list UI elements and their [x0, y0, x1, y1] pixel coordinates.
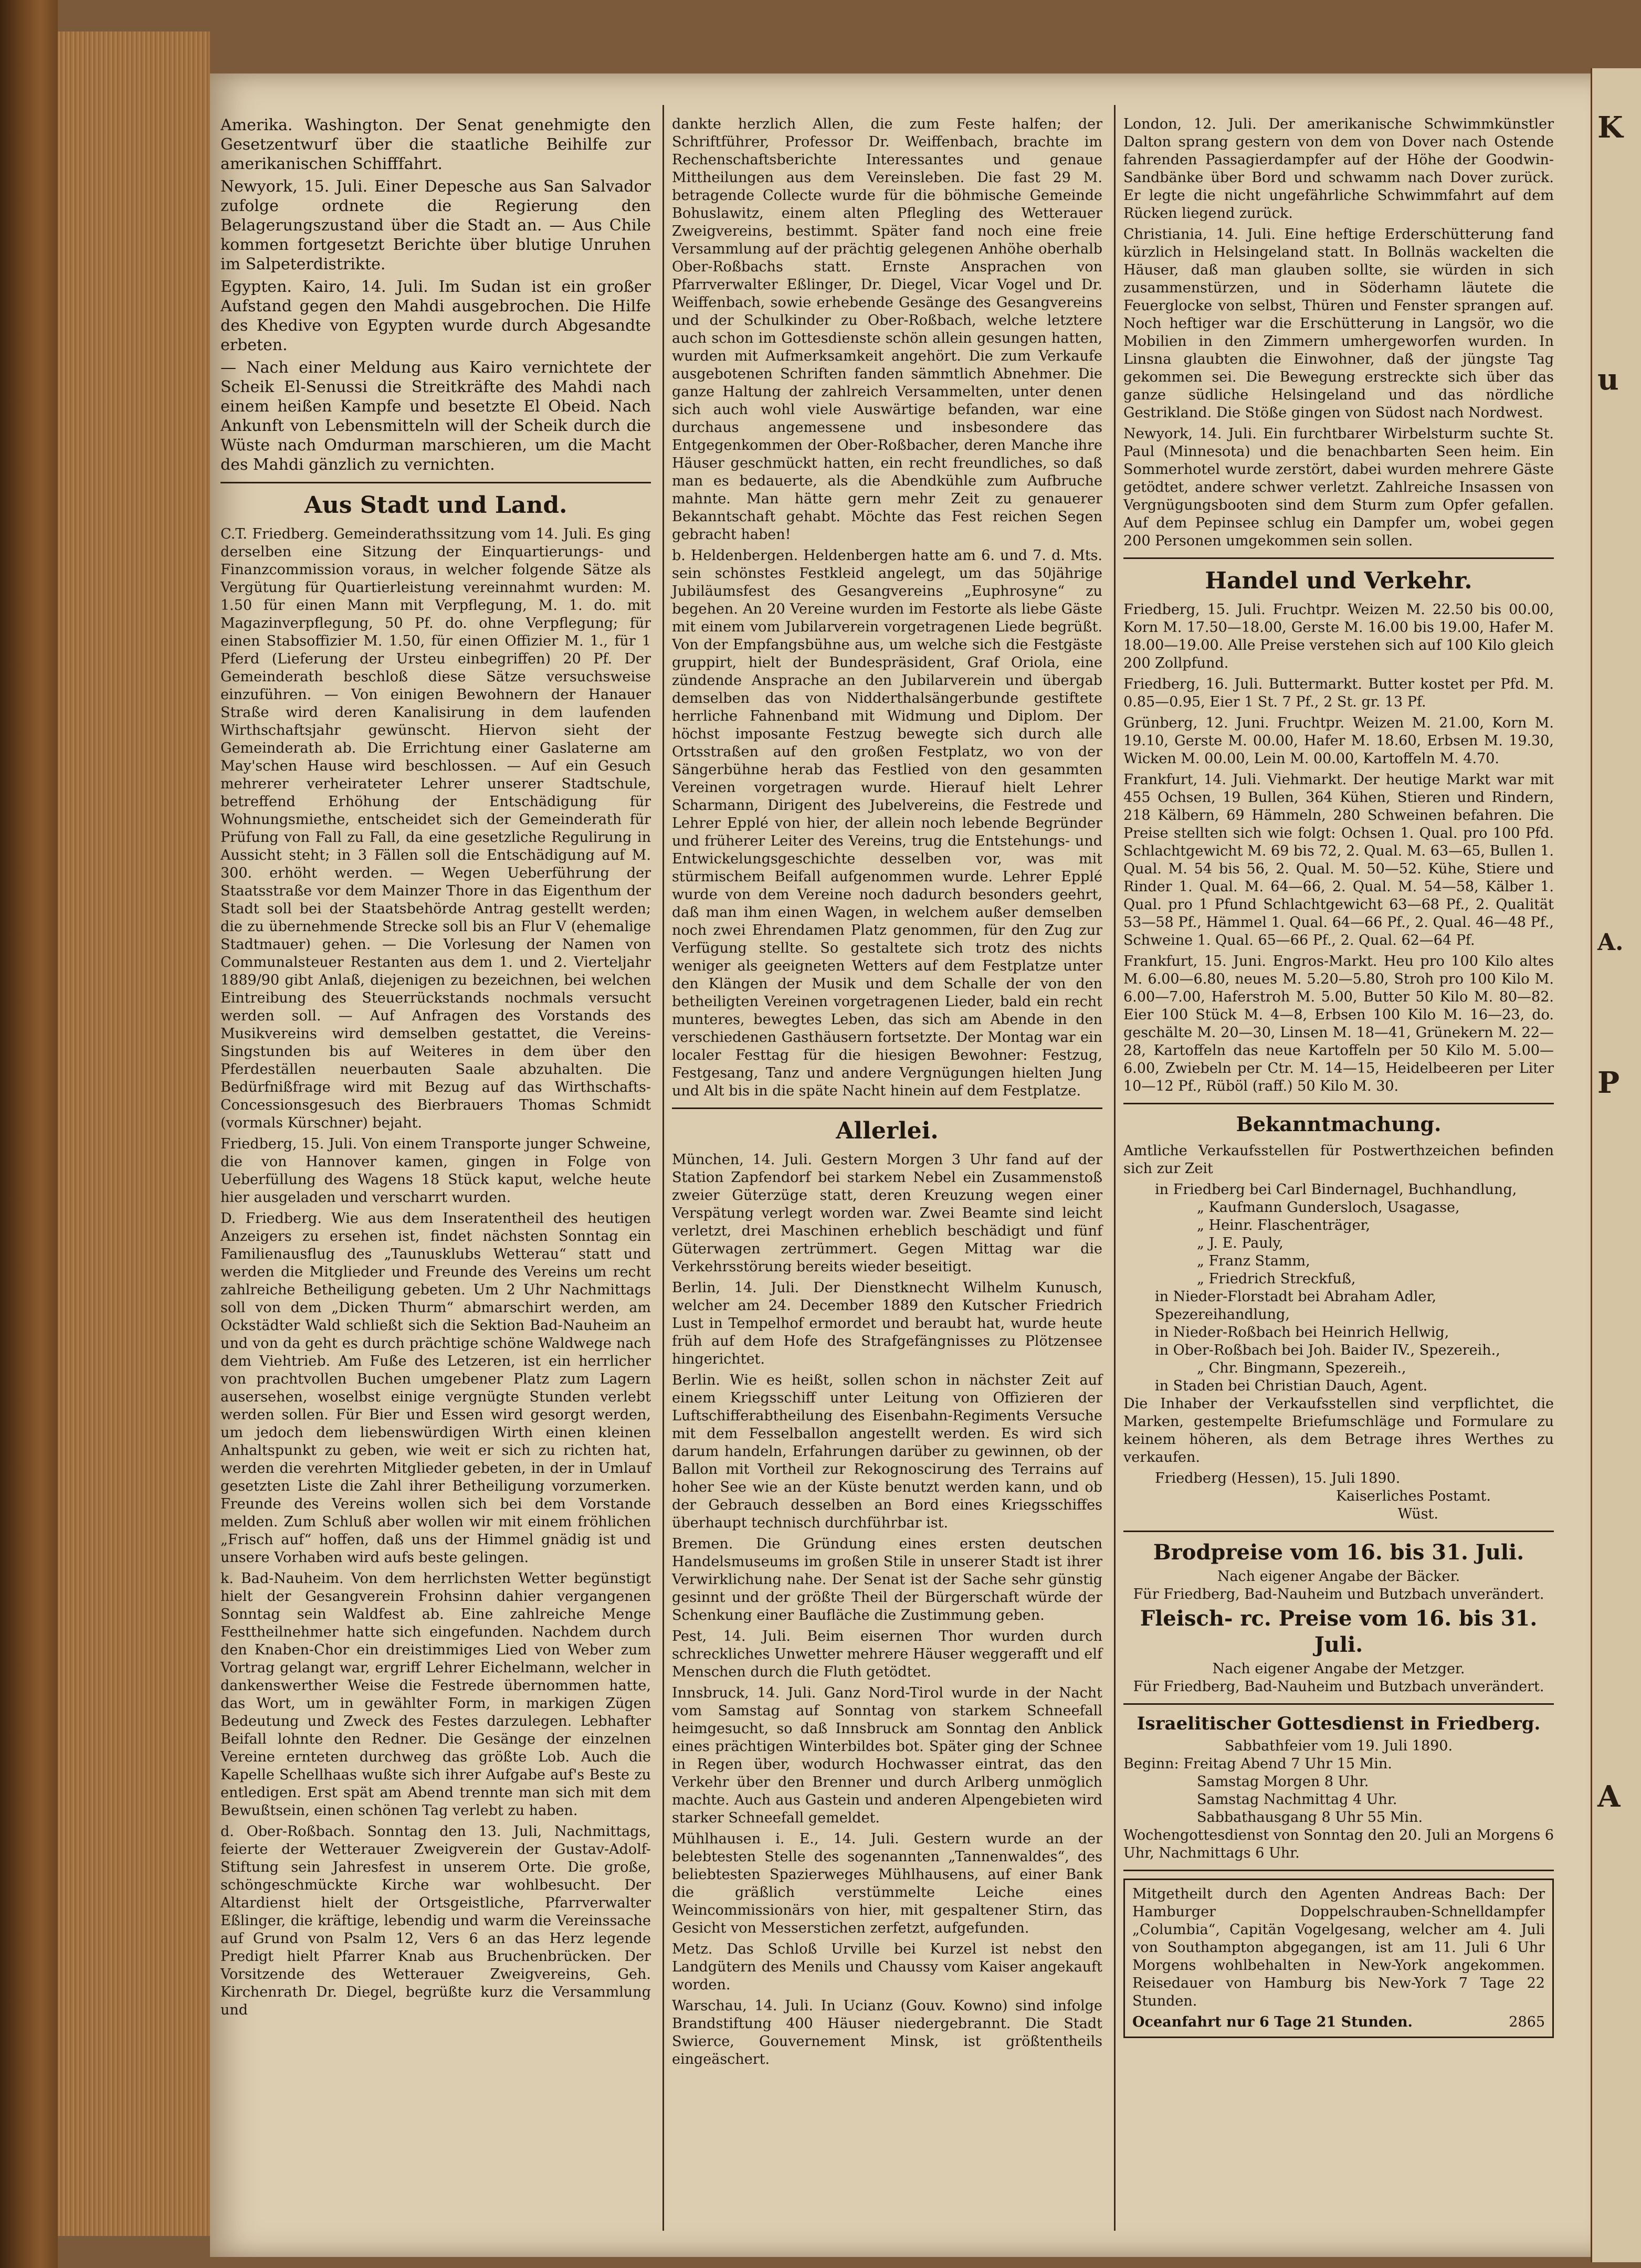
fleischpreise-sub: Nach eigener Angabe der Metzger.: [1212, 1661, 1465, 1677]
section-divider: [1123, 1103, 1554, 1104]
article-taunusklub: D. Friedberg. Wie aus dem Inseratentheil des heutigen Anzeigers zu ersehen ist, findet nächsten Sonntag ein Familienausflug des „Taunusklubs Wetterau“ statt und werden die Mitglieder und Freunde des Vereins um recht zahlreiche Betheiligung gebeten. Um 2 Uhr Nachmittags soll von dem „Dicken Thurm“ abmarschirt werden, am Ockstädter Wald schließt sich die Sektion Bad-Nauheim an und von da geht es durch prächtige schöne Waldwege nach dem Viehtrieb. Am Fuße des Letzeren, ist ein herrlicher von prachtvollen Buchen umgebener Platz zum Lagern ausersehen, woselbst einige vergnügte Stunden verlebt werden sollen. Für Bier und Essen wird gesorgt werden, um jedoch dem liebenswürdigen Wirth einen kleinen Anhaltspunkt zu geben, wie weit er sich zu richten hat, werden die verehrten Mitglieder gebeten, in der in Umlauf gesetzten Liste die Zahl ihrer Betheiligung vorzumerken. Freunde des Vereins wollen sich bei dem Vorstande melden. Zum Schluß aber wollen wir mit einem fröhlichen „Frisch auf“ hoffen, daß uns der Himmel gnädig ist und unsere Vorhaben wird aufs beste gelingen.: [220, 1210, 651, 1566]
section-divider: [1123, 1531, 1554, 1532]
notice-date: Friedberg (Hessen), 15. Juli 1890.: [1155, 1470, 1401, 1486]
column-rule: [1114, 105, 1116, 2231]
notice-heading-bekanntmachung: Bekanntmachung.: [1236, 1112, 1442, 1136]
article-heldenbergen: b. Heldenbergen. Heldenbergen hatte am 6. und 7. d. Mts. sein schönstes Festkleid angelegt, um das 50jährige Jubiläumsfest des Gesangvereins „Euphrosyne“ zu begehen. An 20 Vereine wurden im Festorte als liebe Gäste mit einem vom Jubilarverein vorgetragenen Liede begrüßt. Von der Empfangsbühne aus, um welche sich die Festgäste gruppirt, hielt der Bundespräsident, Graf Oriola, eine zündende Ansprache an den Jubilarverein und übergab demselben das von Nidderthalsängerbunde gestiftete herrliche Fahnenband mit Widmung und Diplom. Der höchst imposante Festzug bewegte sich durch alle Ortsstraßen auf den großen Festplatz, wo von der Sängerbühne herab das Festlied von den gesammten Vereinen vorgetragen wurde. Hierauf hielt Lehrer Scharmann, Dirigent des Jubelvereins, die Festrede und Lehrer Epplé von hier, der allein noch lebende Begründer und früherer Leiter des Vereins, trug die Entstehungs- und Entwickelungsgeschichte desselben vor, was mit stürmischem Beifall aufgenommen wurde. Lehrer Epplé wurde von dem Vereine noch dadurch besonders geehrt, daß man ihm einen Wagen, in welchem außer demselben noch zwei Ehrendamen Platz genommen, für den Zug zur Verfügung stellte. So gestaltete sich trotz des nichts weniger als geeigneten Wetters auf dem Festplatze unter den Klängen der Musik und dem Schalle der von den betheiligten Vereinen vorgetragenen Lieder, bald ein recht munteres, bewegtes Leben, das sich am Abende in den verschiedenen Gasthäusern fortsetzte. Der Montag war ein localer Festtag für die hiesigen Bewohner: Festzug, Festgesang, Tanz und andere Vergnügungen hielten Jung und Alt bis in die späte Nacht hinein auf dem Festplatze.: [672, 547, 1102, 1099]
article-schweine: Friedberg, 15. Juli. Von einem Transporte junger Schweine, die von Hannover kamen, gingen in Folge von Ueberfüllung des Wagens 18 Stück kaput, welche heute hier ausgeladen und verscharrt wurden.: [220, 1136, 651, 1206]
adjacent-text-fragment: K: [1597, 110, 1623, 145]
notice-line: „ Franz Stamm,: [1197, 1253, 1310, 1269]
article-kairo: — Nach einer Meldung aus Kairo vernichtete der Scheik El-Senussi die Streitkräfte des Mahdi nach einem heißen Kampfe und besetzte El Obeid. Nach Ankunft von Lebensmitteln will der Scheik durch die Wüste nach Omdurman marschieren, um die Macht des Mahdi gänzlich zu vernichten.: [220, 358, 651, 474]
market-gruenberg: Grünberg, 12. Juni. Fruchtpr. Weizen M. 21.00, Korn M. 19.10, Gerste M. 00.00, Hafer M. 18.60, Erbsen M. 19.30, Wicken M. 00.00, Lein M. 00.00, Kartoffeln M. 4.70.: [1123, 715, 1554, 767]
gottesdienst-line: Sabbathausgang 8 Uhr 55 Min.: [1197, 1809, 1423, 1826]
section-heading-allerlei: Allerlei.: [836, 1117, 939, 1144]
article-warschau: Warschau, 14. Juli. In Ucianz (Gouv. Kowno) sind infolge Brandstiftung 400 Häuser niedergebrannt. Die Stadt Swierce, Gouvernement Minsk, ist größtentheils eingeäschert.: [672, 1998, 1102, 2067]
gottesdienst-sub: Sabbathfeier vom 19. Juli 1890.: [1224, 1738, 1453, 1754]
notice-line: „ Heinr. Flaschenträger,: [1197, 1217, 1371, 1233]
gottesdienst-line: Samstag Nachmittag 4 Uhr.: [1197, 1791, 1397, 1808]
notice-line: in Nieder-Roßbach bei Heinrich Hellwig,: [1155, 1324, 1449, 1341]
section-divider: [672, 1107, 1102, 1109]
columbia-notice: [1123, 1879, 1554, 2038]
notice-line: in Nieder-Florstadt bei Abraham Adler, Spezereihandlung,: [1155, 1289, 1437, 1323]
article-ober-rossbach: d. Ober-Roßbach. Sonntag den 13. Juli, Nachmittags, feierte der Wetterauer Zweigverein der Gustav-Adolf-Stiftung sein Jahresfest in unserem Orte. Die große, schöngeschmückte Kirche war wohlbesucht. Der Altardienst hielt der Ortsgeistliche, Pfarrverwalter Eßlinger, die kräftige, lebendig und warm die Vereinssache auf Grund von Psalm 12, Vers 6 an das Herz legende Predigt hielt Pfarrer Knab aus Bruchenbrücken. Der Vorsitzende des Wetterauer Zweigvereins, Geh. Kirchenrath Dr. Diegel, begrüßte kurz die Versammlung und: [220, 1823, 651, 2018]
article-innsbruck: Innsbruck, 14. Juli. Ganz Nord-Tirol wurde in der Nacht vom Samstag auf Sonntag von starkem Schneefall heimgesucht, so daß Innsbruck am Sonntag den Anblick eines prächtigen Winterbildes bot. Später ging der Schnee in Regen über, wodurch Hochwasser eintrat, das den Verkehr über den Brenner und durch Arlberg unmöglich machte. Auch aus Gastein und anderen Alpengebieten wird starker Schneefall gemeldet.: [672, 1685, 1102, 1826]
fleischpreise-line: Für Friedberg, Bad-Nauheim und Butzbach unverändert.: [1133, 1679, 1544, 1695]
article-muehlhausen: Mühlhausen i. E., 14. Juli. Gestern wurde an der belebtesten Stelle des sogenannten „Tannenwaldes“, des beliebtesten Spazierweges Mühlhausens, auf einer Bank die gräßlich verstümmelte Leiche eines Weincommissionärs von hier, mit gespaltener Stirn, das Gesicht von Messerstichen zerfetzt, aufgefunden.: [672, 1831, 1102, 1936]
section-divider: [1123, 1870, 1554, 1871]
article-bremen: Bremen. Die Gründung eines ersten deutschen Handelsmuseums im großen Stile in unserer Stadt ist ihrer Verwirklichung nahe. Der Senat ist der Sache sehr günstig gesinnt und der größte Theil der Bürgerschaft würde der Schenkung einer Baufläche die Zustimmung geben.: [672, 1536, 1102, 1623]
market-frankfurt-vieh: Frankfurt, 14. Juli. Viehmarkt. Der heutige Markt war mit 455 Ochsen, 19 Bullen, 364 Kühen, Stieren und Rindern, 218 Kälbern, 69 Hämmeln, 280 Schweinen befahren. Die Preise stellten sich wie folgt: Ochsen 1. Qual. pro 100 Pfd. Schlachtgewicht M. 69 bis 72, 2. Qual. M. 63—65, Bullen 1. Qual. M. 54 bis 56, 2. Qual. M. 50—52. Kühe, Stiere und Rinder 1. Qual. M. 64—66, 2. Qual. M. 54—58, Kälber 1. Qual. pro 1 Pfund Schlachtgewicht 63—68 Pf., 2. Qualität 53—58 Pf., Hämmel 1. Qual. 64—66 Pf., 2. Qual. 46—48 Pf., Schweine 1. Qual. 65—66 Pf., 2. Qual. 62—64 Pf.: [1123, 772, 1554, 948]
article-ober-rossbach-cont: dankte herzlich Allen, die zum Feste halfen; der Schriftführer, Professor Dr. Weiffenbach, brachte im Rechenschaftsberichte Interessantes und genaue Mittheilungen aus dem Vereinsleben. Die fast 29 M. betragende Collecte wurde für die böhmische Gemeinde Bohuslawitz, einem alten Pflegling des Wetterauer Zweigvereins, bestimmt. Später fand noch eine freie Versammlung auf der prächtig gelegenen Anhöhe oberhalb Ober-Roßbachs statt. Ernste Ansprachen von Pfarrverwalter Eßlinger, Dr. Diegel, Vicar Vogel und Dr. Weiffenbach, sowie erhebende Gesänge des Gesangvereins und der Schulkinder zu Ober-Roßbach, welche letztere auch schon im Gottesdienste schön allein gesungen hatten, wurden mit Aufmerksamkeit angehört. Die zum Verkaufe ausgebotenen Schriften fanden sämmtlich Abnehmer. Die ganze Haltung der zahlreich Versammelten, unter denen sich auch wohl viele Auswärtige befanden, war eine durchaus angemessene und insbesondere das Entgegenkommen der Ober-Roßbacher, deren Manche ihre Häuser geschmückt hatten, ein recht freundliches, so daß man es bedauerte, als die Abendkühle zum Aufbruche mahnte. Man hätte gern mehr Zeit zu genauerer Bekanntschaft gehabt. Möchte das Fest reichen Segen gebracht haben!: [672, 116, 1102, 543]
brodpreise-heading: Brodpreise vom 16. bis 31. Juli.: [1153, 1540, 1524, 1565]
ad-number: 2865: [1509, 2014, 1545, 2030]
brodpreise-sub: Nach eigener Angabe der Bäcker.: [1217, 1568, 1460, 1585]
column-3: [1123, 115, 1554, 2044]
adjacent-text-fragment: u: [1597, 362, 1619, 397]
article-christiania: Christiania, 14. Juli. Eine heftige Erderschütterung fand kürzlich in Helsingeland statt. In Bollnäs wackelten die Häuser, daß man glauben sollte, sie würden in sich zusammenstürzen, und in Söderhamn läutete die Feuerglocke von selbst, Thüren und Fenster sprangen auf. Noch heftiger war die Erschütterung in Langsör, wo die Mobilien in den Zimmern umhergeworfen wurden. In Linsna glaubten die Einwohner, daß der jüngste Tag gekommen sei. Die Bewegung erstreckte sich über das ganze südliche Helsingeland und das nördliche Gestrikland. Die Stöße gingen von Südost nach Nordwest.: [1123, 226, 1554, 421]
book-binding: [0, 0, 58, 2268]
section-divider: [1123, 1703, 1554, 1705]
article-amerika: Amerika. Washington. Der Senat genehmigte den Gesetzentwurf über die staatliche Beihilfe zur amerikanischen Schifffahrt.: [220, 116, 651, 173]
article-berlin-2: Berlin. Wie es heißt, sollen schon in nächster Zeit auf einem Kriegsschiff unter Leitung von Offizieren der Luftschifferabtheilung des Eisenbahn-Regiments Versuche mit dem Fesselballon angestellt werden. Es wird sich darum handeln, Erfahrungen darüber zu gewinnen, ob der Ballon mit Vortheil zur Rekognoscirung des Terrains auf hoher See wie an der Küste benutzt werden kann, und ob der Gebrauch desselben an Bord eines Kriegsschiffes überhaupt technisch durchführbar ist.: [672, 1372, 1102, 1531]
article-london: London, 12. Juli. Der amerikanische Schwimmkünstler Dalton sprang gestern von dem von Dover nach Ostende fahrenden Passagierdampfer auf der Höhe der Goodwin-Sandbänke über Bord und schwamm nach Dover zurück. Er legte die nicht ungefährliche Schwimmfahrt auf dem Rücken liegend zurück.: [1123, 116, 1554, 221]
section-divider: [220, 482, 651, 483]
columbia-footer: [1132, 2013, 1545, 2031]
notice-line: „ Chr. Bingmann, Spezereih.,: [1197, 1360, 1406, 1376]
article-newyork: Newyork, 15. Juli. Einer Depesche aus San Salvador zufolge ordnete die Regierung den Belagerungszustand über die Stadt an. — Aus Chile kommen fortgesetzt Berichte über blutige Unruhen im Salpeterdistrikte.: [220, 177, 651, 273]
notice-signature: Kaiserliches Postamt.: [1335, 1488, 1491, 1504]
adjacent-page-fragment: [1591, 68, 1641, 2262]
gottesdienst-line: Beginn: Freitag Abend 7 Uhr 15 Min.: [1123, 1756, 1392, 1772]
notice-line: „ Friedrich Streckfuß,: [1197, 1271, 1356, 1287]
notice-line: „ Kaufmann Gundersloch, Usagasse,: [1197, 1199, 1460, 1216]
notice-intro: Amtliche Verkaufsstellen für Postwerthzeichen befinden sich zur Zeit: [1123, 1143, 1554, 1177]
adjacent-text-fragment: A: [1597, 1779, 1621, 1814]
column-1: [220, 115, 651, 2022]
article-gemeinderath: C.T. Friedberg. Gemeinderathssitzung vom 14. Juli. Es ging derselben eine Sitzung der Einquartierungs- und Finanzcommission voraus, in welcher folgende Sätze als Vergütung für Quartierleistung vereinnahmt wurden: M. 1.50 für einen Mann mit Verpflegung, M. 1. do. mit Magazinverpflegung, 50 Pf. do. ohne Verpflegung; für einen Stabsoffizier M. 1.50, für einen Offizier M. 1., für 1 Pferd (Lieferung der Ursteu einbegriffen) 20 Pf. Der Gemeinderath beschloß diese Sätze versuchsweise einzuführen. — Von einigen Bewohnern der Hanauer Straße wird deren Kanalisirung in dem laufenden Wirthschaftsjahr gewünscht. Hiervon sieht der Gemeinderath ab. Die Errichtung einer Gaslaterne am May'schen Hause wird beschlossen. — Auf ein Gesuch mehrerer verheirateter Lehrer unserer Stadtschule, betreffend Erhöhung der Entschädigung für Wohnungsmiethe, entscheidet sich der Gemeinderath für Prüfung von Fall zu Fall, da eine gesetzliche Regulirung in Aussicht steht; in 3 Fällen soll die Entschädigung auf M. 300. erhöht werden. — Wegen Ueberführung der Staatsstraße vor dem Mainzer Thore in das Eigenthum der Stadt soll bei der Staatsbehörde Antrag gestellt werden; die zu übernehmende Strecke soll bis an Flur V (ehemalige Stadtmauer) gehen. — Die Vorlesung der Namen von Communalsteuer Restanten aus dem 1. und 2. Vierteljahr 1889/90 gibt Anlaß, diejenigen zu bezeichnen, bei welchen Eintreibung des Steuerrückstands nochmals versucht werden soll. — Auf Anfragen des Vorstands des Musikvereins wird demselben gestattet, die Vereins-Singstunden bis auf Weiteres in dem über den Pferdeställen neuerbauten Saale abzuhalten. Die Bedürfnißfrage wird mit Bezug auf das Wirthschafts-Concessionsgesuch des Bierbrauers Thomas Schmidt (vormals Kürschner) bejaht.: [220, 526, 651, 1131]
fleischpreise-heading: Fleisch- rc. Preise vom 16. bis 31. Juli.: [1140, 1606, 1538, 1657]
market-friedberg-butter: Friedberg, 16. Juli. Buttermarkt. Butter kostet per Pfd. M. 0.85—0.95, Eier 1 St. 7 Pf., 2 St. gr. 13 Pf.: [1123, 676, 1554, 710]
article-muenchen: München, 14. Juli. Gestern Morgen 3 Uhr fand auf der Station Zapfendorf bei starkem Nebel ein Zusammenstoß zweier Güterzüge statt, deren Kreuzung wegen einer Verspätung verlegt worden war. Zwei Beamte sind leicht verletzt, drei Maschinen erheblich beschädigt und fünf Güterwagen zertrümmert. Gegen Mittag war die Verkehrsstörung bereits wieder beseitigt.: [672, 1152, 1102, 1275]
newspaper-page: [210, 73, 1606, 2257]
article-pest: Pest, 14. Juli. Beim eisernen Thor wurden durch schreckliches Unwetter mehrere Häuser weggerafft und elf Menschen durch die Fluth getödtet.: [672, 1628, 1102, 1680]
notice-line: „ J. E. Pauly,: [1197, 1235, 1284, 1251]
section-heading-stadt-und-land: Aus Stadt und Land.: [304, 492, 567, 519]
gottesdienst-heading: Israelitischer Gottesdienst in Friedberg.: [1137, 1713, 1541, 1734]
notice-line: in Ober-Roßbach bei Joh. Baider IV., Spezereih.,: [1155, 1342, 1500, 1358]
section-heading-handel: Handel und Verkehr.: [1205, 567, 1472, 594]
article-egypten: Egypten. Kairo, 14. Juli. Im Sudan ist ein großer Aufstand gegen den Mahdi ausgebrochen. Die Hilfe des Khedive von Egypten wurde durch Abgesandte erbeten.: [220, 278, 651, 354]
notice-signature-name: Wüst.: [1397, 1506, 1438, 1522]
columbia-headline: Oceanfahrt nur 6 Tage 21 Stunden.: [1132, 2014, 1413, 2030]
article-metz: Metz. Das Schloß Urville bei Kurzel ist nebst den Landgütern des Menils und Chaussy vom Kaiser angekauft worden.: [672, 1941, 1102, 1993]
notice-body: Die Inhaber der Verkaufsstellen sind verpflichtet, die Marken, gestempelte Briefumschläge und Formulare zu keinem höheren, als dem Betrage ihres Werthes zu verkaufen.: [1123, 1396, 1554, 1465]
notice-line: in Friedberg bei Carl Bindernagel, Buchhandlung,: [1155, 1182, 1517, 1198]
market-frankfurt-engros: Frankfurt, 15. Juni. Engros-Markt. Heu pro 100 Kilo altes M. 6.00—6.80, neues M. 5.20—5.80, Stroh pro 100 Kilo M. 6.00—7.00, Haferstroh M. 5.00, Butter 50 Kilo M. 80—82. Eier 100 Stück M. 4—8, Erbsen 100 Kilo M. 16—23, do. geschälte M. 20—30, Linsen M. 18—41, Grünekern M. 22—28, Kartoffeln das neue Kartoffeln per 50 Kilo M. 5.00—6.00, Zwiebeln per Ctr. M. 14—15, Heidelbeeren per Liter 10—12 Pf., Rüböl (raff.) 50 Kilo M. 30.: [1123, 953, 1554, 1094]
section-divider: [1123, 557, 1554, 559]
page-edges: [58, 31, 210, 2236]
adjacent-text-fragment: A.: [1597, 929, 1624, 956]
gottesdienst-wochen: Wochengottesdienst von Sonntag den 20. Juli an Morgens 6 Uhr, Nachmittags 6 Uhr.: [1123, 1827, 1554, 1861]
article-newyork-sturm: Newyork, 14. Juli. Ein furchtbarer Wirbelsturm suchte St. Paul (Minnesota) und die benachbarten Seen heim. Ein Sommerhotel wurde zerstört, dabei wurden mehrere Gäste getödtet, andere schwer verletzt. Zahlreiche Insassen von Vergnügungsbooten sind dem Sturm zum Opfer gefallen. Auf dem Pepinsee schlug ein Dampfer um, wobei gegen 200 Personen umgekommen sein sollen.: [1123, 426, 1554, 549]
article-berlin-1: Berlin, 14. Juli. Der Dienstknecht Wilhelm Kunusch, welcher am 24. December 1889 den Kutscher Friedrich Lust in Tempelhof ermordet und beraubt hat, wurde heute früh auf dem Hofe des Strafgefängnisses zu Plötzensee hingerichtet.: [672, 1280, 1102, 1367]
brodpreise-line: Für Friedberg, Bad-Nauheim und Butzbach unverändert.: [1133, 1586, 1544, 1602]
columbia-body: Mitgetheilt durch den Agenten Andreas Bach: Der Hamburger Doppelschrauben-Schnelldampfer „Columbia“, Capitän Vogelgesang, welcher am 4. Juli von Southampton abgegangen, ist am 11. Juli 6 Uhr Morgens wohlbehalten in New-York angekommen. Reisedauer von Hamburg bis New-York 7 Tage 22 Stunden.: [1132, 1886, 1545, 2009]
column-2: [672, 115, 1102, 2072]
article-bad-nauheim: k. Bad-Nauheim. Von dem herrlichsten Wetter begünstigt hielt der Gesangverein Frohsinn dahier vergangenen Sonntag sein Waldfest ab. Eine zahlreiche Menge Festtheilnehmer hatte sich eingefunden. Nachdem durch den Knaben-Chor ein dreistimmiges Lied von Weber zum Vortrag gelangt war, ergriff Lehrer Eichelmann, welcher in dankenswerther Weise die Festrede übernommen hatte, das Wort, um in gewählter Form, in markigen Zügen Bedeutung und Zweck des Festes darzulegen. Lebhafter Beifall lohnte den Redner. Die Gesänge der einzelnen Vereine ernteten durchweg das größte Lob. Auch die Kapelle Schellhaas wußte sich ihrer Aufgabe auf's Beste zu entledigen. Erst spät am Abend trennte man sich mit dem Bewußtsein, einen schönen Tag verlebt zu haben.: [220, 1570, 651, 1819]
gottesdienst-line: Samstag Morgen 8 Uhr.: [1197, 1774, 1369, 1790]
notice-line: in Staden bei Christian Dauch, Agent.: [1155, 1378, 1428, 1394]
market-friedberg-frucht: Friedberg, 15. Juli. Fruchtpr. Weizen M. 22.50 bis 00.00, Korn M. 17.50—18.00, Gerste M. 16.00 bis 19.00, Hafer M. 18.00—19.00. Alle Preise verstehen sich auf 100 Kilo gleich 200 Zollpfund.: [1123, 602, 1554, 671]
column-rule: [662, 105, 664, 2231]
adjacent-text-fragment: P: [1597, 1066, 1620, 1100]
